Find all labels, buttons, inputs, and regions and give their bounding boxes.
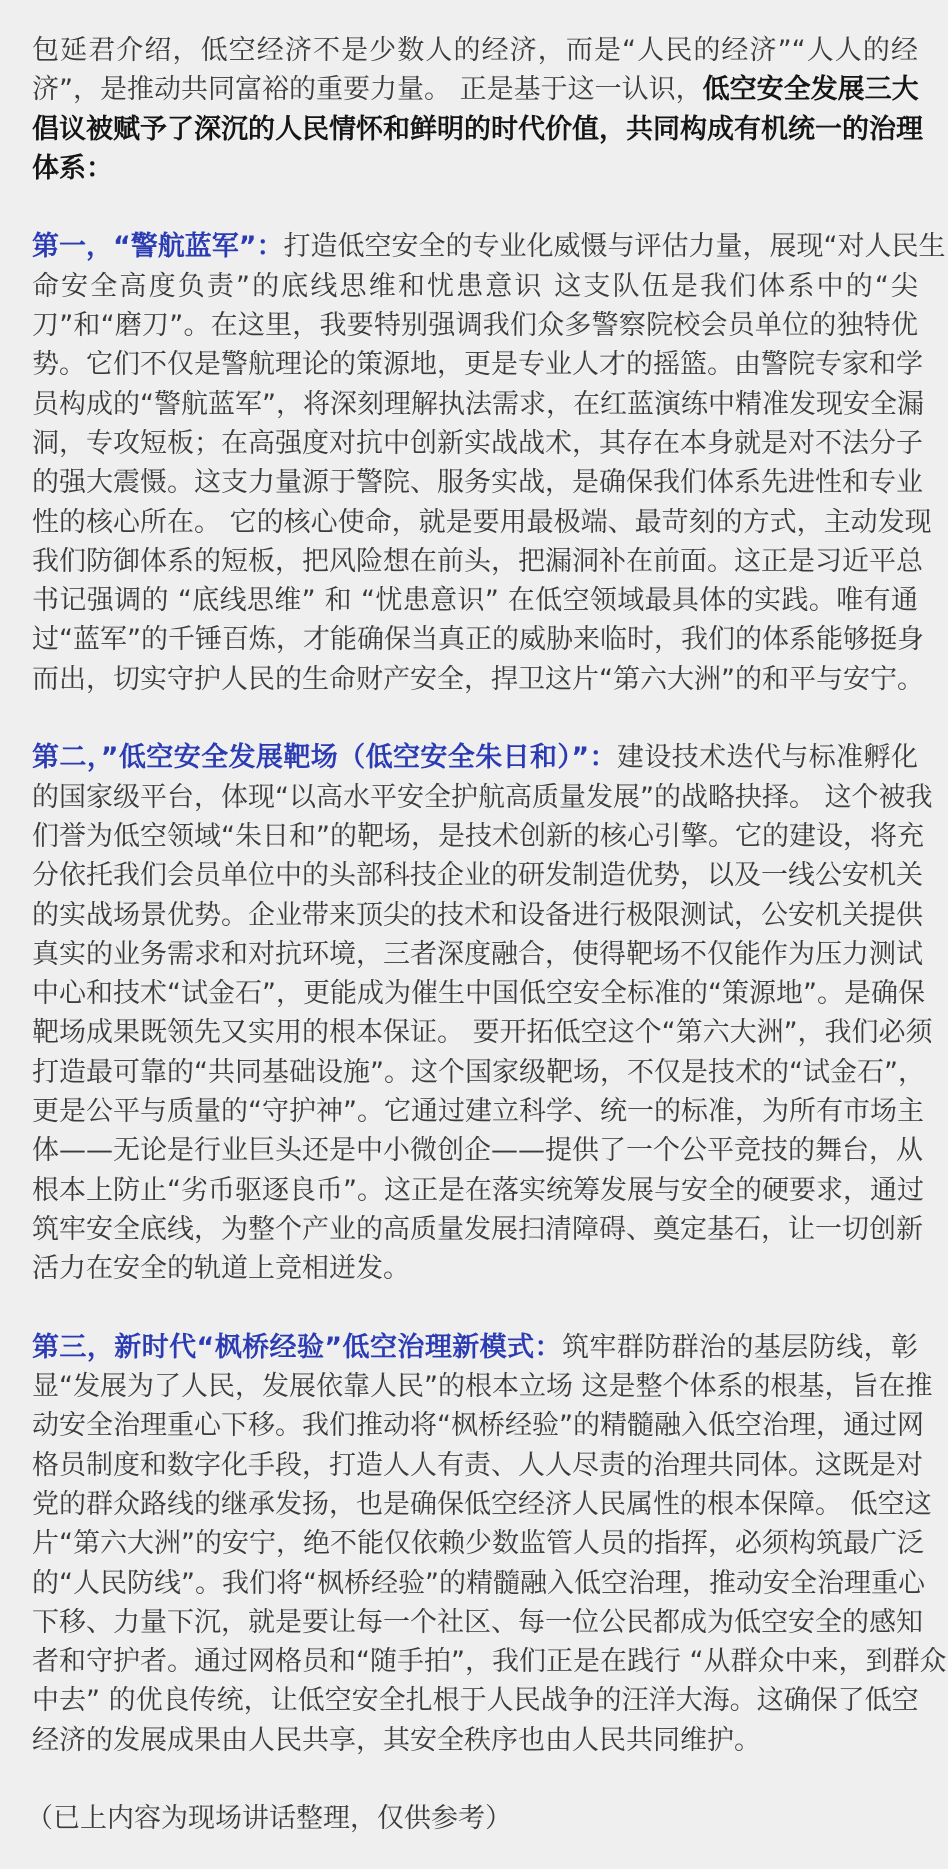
text-line xyxy=(32,463,923,502)
text-line xyxy=(32,1603,923,1642)
body-text: 而出，切实守护人民的生命财产安全，捍卫这片“第六大洲”的和平与安宁。 xyxy=(32,663,924,695)
text-line xyxy=(32,1053,925,1092)
text-line xyxy=(32,227,946,266)
body-text: 打造最可靠的“共同基础设施”。这个国家级靶场，不仅是技术的“试金石”， xyxy=(32,1056,925,1088)
text-line xyxy=(32,1367,933,1406)
text-line xyxy=(32,1131,923,1170)
body-text: 中去” 的优良传统，让低空安全扎根于人民战争的汪洋大海。这确保了低空 xyxy=(32,1685,919,1717)
text-line xyxy=(32,1446,923,1485)
body-text: 经济的发展成果由人民共享，其安全秩序也由人民共同维护。 xyxy=(32,1724,761,1756)
body-text: 我们防御体系的短板，把风险想在前头，把漏洞补在前面。这正是习近平总 xyxy=(32,545,923,577)
body-text: 性的核心所在。 它的核心使命，就是要用最极端、最苛刻的方式，主动发现 xyxy=(32,506,932,538)
text-line xyxy=(32,1564,925,1603)
body-text: 显“发展为了人民，发展依靠人民”的根本立场 这是整个体系的根基，旨在推 xyxy=(32,1371,933,1403)
text-line xyxy=(32,110,923,149)
text-line xyxy=(32,542,923,581)
text-line xyxy=(32,385,924,424)
intro-paragraph xyxy=(32,31,923,188)
article-body xyxy=(26,31,947,1839)
body-text: 们誉为低空领域“朱日和”的靶场，是技术创新的核心引擎。它的建设，将充 xyxy=(32,820,924,852)
disclaimer-note: （已上内容为现场讲话整理，仅供参考） xyxy=(26,1803,512,1835)
body-text: 格员制度和数字化手段，打造人人有责、人人尽责的治理共同体。这既是对 xyxy=(32,1449,923,1481)
body-text: 建设技术迭代与标准孵化 xyxy=(616,742,918,774)
bold-text: 倡议被赋予了深沉的人民情怀和鲜明的时代价值，共同构成有机统一的治理 xyxy=(32,113,923,145)
body-text: 过“蓝军”的千锤百炼，才能确保当真正的威胁来临时，我们的体系能够挺身 xyxy=(32,624,924,656)
text-line xyxy=(32,345,923,384)
body-text: 活力在安全的轨道上竞相迸发。 xyxy=(32,1253,410,1285)
body-text: 党的群众路线的继承发扬，也是确保低空经济人民属性的根本保障。 低空这 xyxy=(32,1488,932,1520)
body-text: 中心和技术“试金石”，更能成为催生中国低空安全标准的“策源地”。是确保 xyxy=(32,978,925,1010)
body-text: 真实的业务需求和对抗环境，三者深度融合，使得靶场不仅能作为压力测试 xyxy=(32,938,923,970)
body-text: 打造低空安全的专业化威慑与评估力量，展现“对人民生 xyxy=(283,231,946,263)
body-text: 刀”和“磨刀”。在这里，我要特别强调我们众多警察院校会员单位的独特优 xyxy=(32,310,918,342)
text-line xyxy=(32,70,918,109)
text-line xyxy=(32,1328,918,1367)
text-line xyxy=(32,974,925,1013)
body-text: 者和守护者。通过网格员和“随手拍”，我们正是在践行 “从群众中来，到群众 xyxy=(32,1646,947,1678)
text-line xyxy=(32,306,918,345)
body-text: 下移、力量下沉，就是要让每一个社区、每一位公民都成为低空安全的感知 xyxy=(32,1606,923,1638)
text-line xyxy=(32,267,918,306)
text-line xyxy=(32,856,923,895)
body-text: 济”，是推动共同富裕的重要力量。 正是基于这一认识， xyxy=(32,74,703,106)
body-text: 筑牢群防群治的基层防线，彰 xyxy=(561,1331,918,1363)
text-line xyxy=(32,149,918,188)
text-line xyxy=(32,817,924,856)
bold-text: 低空安全发展三大 xyxy=(702,74,919,106)
body-text: 的“人民防线”。我们将“枫桥经验”的精髓融入低空治理，推动安全治理重心 xyxy=(32,1567,925,1599)
text-line xyxy=(32,424,923,463)
text-line xyxy=(32,660,924,699)
body-text: 包延君介绍，低空经济不是少数人的经济，而是“人民的经济”“人人的经 xyxy=(32,35,918,66)
body-text: 筑牢安全底线，为整个产业的高质量发展扫清障碍、奠定基石，让一切创新 xyxy=(32,1213,923,1245)
section-heading: 第三，新时代“枫桥经验”低空治理新模式： xyxy=(32,1331,562,1363)
text-line xyxy=(32,1721,918,1760)
section-one-paragraph xyxy=(32,227,946,699)
body-text: 书记强调的 “底线思维” 和 “忧患意识” 在低空领域最具体的实践。唯有通 xyxy=(32,585,918,617)
body-text: 洞，专攻短板；在高强度对抗中创新实战战术，其存在本身就是对不法分子 xyxy=(32,427,923,459)
body-text: 员构成的“警航蓝军”，将深刻理解执法需求，在红蓝演练中精准发现安全漏 xyxy=(32,388,924,420)
body-text: 靶场成果既领先又实用的根本保证。 要开拓低空这个“第六大洲”，我们必须 xyxy=(32,1017,933,1049)
section-heading: 第二，”低空安全发展靶场（低空安全朱日和）”： xyxy=(32,742,617,774)
text-line xyxy=(32,935,923,974)
text-line xyxy=(32,1171,924,1210)
text-line xyxy=(32,1092,924,1131)
paragraph-list xyxy=(32,31,947,1760)
text-line xyxy=(32,896,923,935)
body-text: 的国家级平台，体现“以高水平安全护航高质量发展”的战略抉择。 这个被我 xyxy=(32,781,933,813)
body-text: 命安全高度负责”的底线思维和忧患意识 这支队伍是我们体系中的“尖 xyxy=(32,270,918,302)
body-text: 动安全治理重心下移。我们推动将“枫桥经验”的精髓融入低空治理，通过网 xyxy=(32,1410,924,1442)
body-text: 分依托我们会员单位中的头部科技企业的研发制造优势，以及一线公安机关 xyxy=(32,860,923,892)
section-three-paragraph xyxy=(32,1328,947,1760)
text-line xyxy=(32,1013,933,1052)
body-text: 片“第六大洲”的安宁，绝不能仅依赖少数监管人员的指挥，必须构筑最广泛 xyxy=(32,1528,924,1560)
text-line xyxy=(32,1681,918,1720)
body-text: 体——无论是行业巨头还是中小微创企——提供了一个公平竞技的舞台，从 xyxy=(32,1135,923,1167)
body-text: 的实战场景优势。企业带来顶尖的技术和设备进行极限测试，公安机关提供 xyxy=(32,899,923,931)
section-heading: 第一，“警航蓝军”： xyxy=(32,231,284,263)
text-line xyxy=(32,503,932,542)
text-line xyxy=(32,1524,924,1563)
body-text: 的强大震慑。这支力量源于警院、服务实战，是确保我们体系先进性和专业 xyxy=(32,467,923,499)
body-text: 势。它们不仅是警航理论的策源地，更是专业人才的摇篮。由警院专家和学 xyxy=(32,349,923,381)
text-line xyxy=(32,1406,924,1445)
section-two-paragraph xyxy=(32,738,933,1288)
body-text: 更是公平与质量的“守护神”。它通过建立科学、统一的标准，为所有市场主 xyxy=(32,1096,924,1128)
bold-text: 体系： xyxy=(32,152,113,184)
text-line xyxy=(32,1210,923,1249)
body-text: 根本上防止“劣币驱逐良币”。这正是在落实统筹发展与安全的硬要求，通过 xyxy=(32,1174,924,1206)
text-line xyxy=(32,1642,947,1681)
text-line xyxy=(32,778,933,817)
text-line xyxy=(32,581,918,620)
text-line xyxy=(32,31,918,70)
text-line xyxy=(32,620,924,659)
text-line xyxy=(32,1249,918,1288)
text-line xyxy=(32,1485,932,1524)
text-line xyxy=(32,738,918,777)
